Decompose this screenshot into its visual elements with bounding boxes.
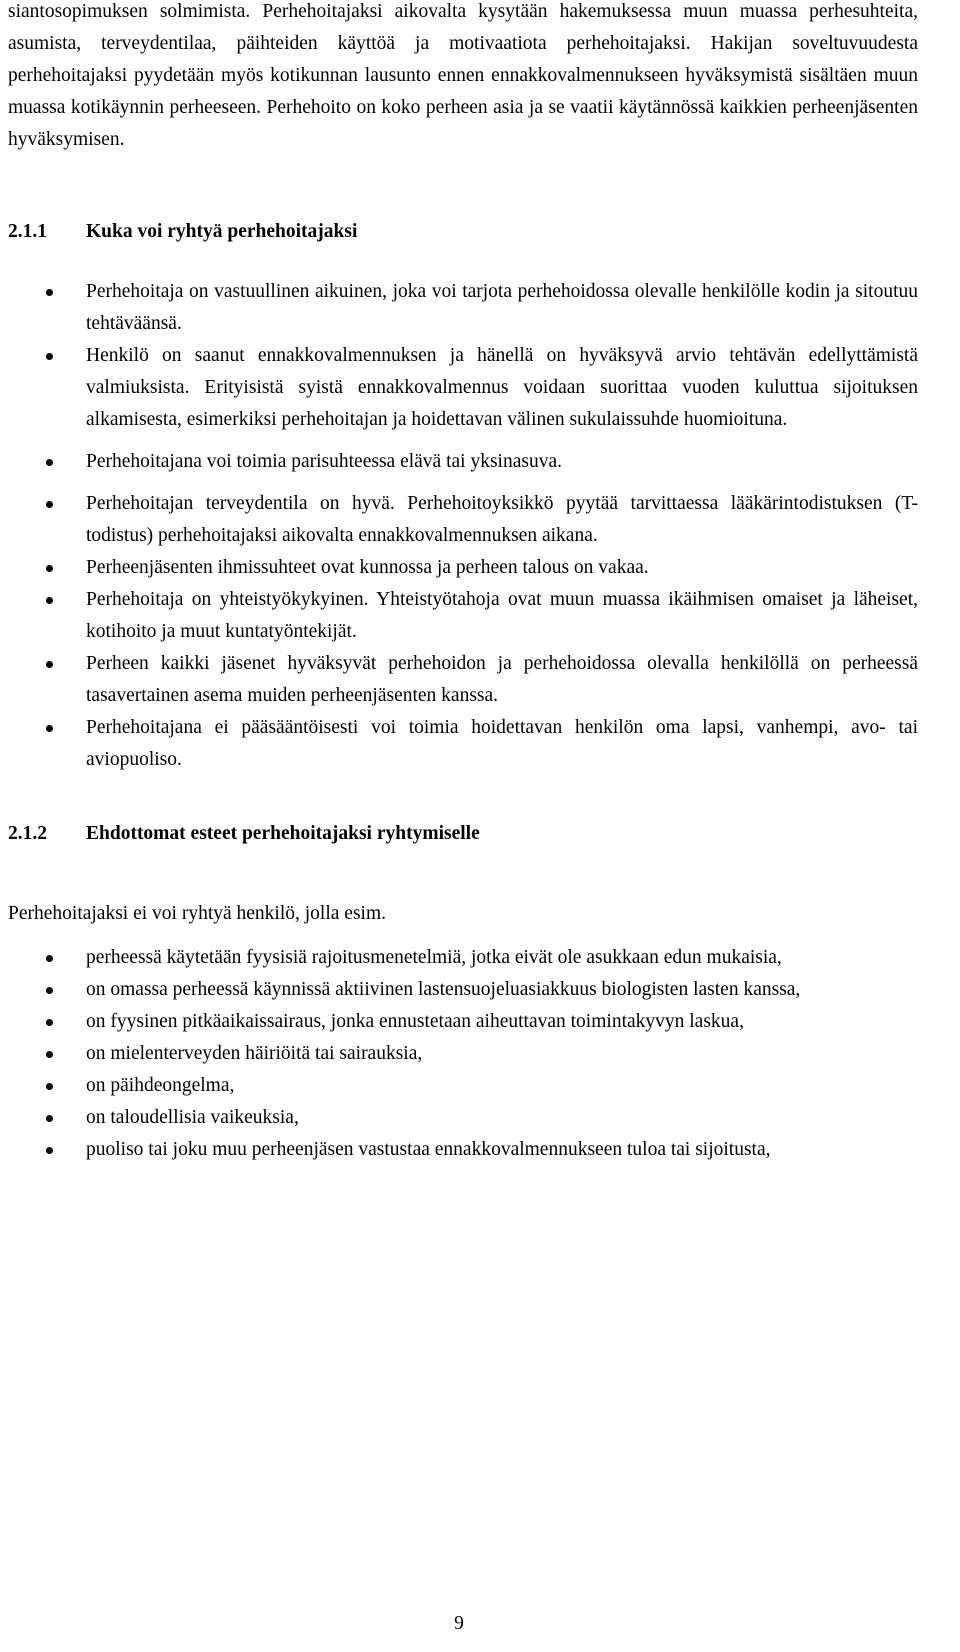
bullet-icon	[46, 565, 53, 572]
bullet-icon	[46, 1051, 53, 1058]
section-lead: Perhehoitajaksi ei voi ryhtyä henkilö, jolla esim.	[8, 903, 387, 924]
section-heading-2-1-1	[8, 216, 918, 248]
list-item: Perhehoitajana ei pääsääntöisesti voi toimia hoidettavan henkilön oma lapsi, vanhempi, avo- tai aviopuoliso.	[8, 712, 918, 776]
section-title: Ehdottomat esteet perhehoitajaksi ryhtymiselle	[86, 823, 480, 844]
list-item: on mielenterveyden häiriöitä tai sairauksia,	[8, 1038, 918, 1070]
list-item: Perheen kaikki jäsenet hyväksyvät perhehoidon ja perhehoidossa olevalla henkilöllä on perheessä tasavertainen asema muiden perheenjäsenten kanssa.	[8, 648, 918, 712]
bullet-icon	[46, 661, 53, 668]
section-title: Kuka voi ryhtyä perhehoitajaksi	[86, 221, 358, 242]
obstacles-list	[8, 942, 918, 1166]
section-heading-2-1-2	[8, 818, 918, 850]
list-item: on taloudellisia vaikeuksia,	[8, 1102, 918, 1134]
bullet-icon	[46, 987, 53, 994]
bullet-icon	[46, 1019, 53, 1026]
list-item: Perhehoitajana voi toimia parisuhteessa elävä tai yksinasuva.	[8, 446, 918, 478]
list-item: on fyysinen pitkäaikaissairaus, jonka ennustetaan aiheuttavan toimintakyvyn laskua,	[8, 1006, 918, 1038]
list-item: perheessä käytetään fyysisiä rajoitusmenetelmiä, jotka eivät ole asukkaan edun mukaisia,	[8, 942, 918, 974]
document-page	[8, 0, 918, 1166]
eligibility-list	[8, 276, 918, 776]
bullet-icon	[46, 459, 53, 466]
section-number: 2.1.1	[8, 221, 47, 242]
section-number: 2.1.2	[8, 823, 47, 844]
intro-paragraph: siantosopimuksen solmimista. Perhehoitajaksi aikovalta kysytään hakemuksessa muun muassa perhesuhteita, asumista, terveydentilaa, päihteiden käyttöä ja motivaatiota perhehoitajaksi. Hakijan soveltuvuudesta perhehoitajaksi pyydetään myös kotikunnan lausunto ennen ennakkovalmennukseen hyväksymistä sisältäen muun muassa kotikäynnin perheeseen. Perhehoito on koko perheen asia ja se vaatii käytännössä kaikkien perheenjäsenten hyväksymisen.	[8, 1, 918, 150]
bullet-icon	[46, 597, 53, 604]
list-item: Perhehoitaja on yhteistyökykyinen. Yhteistyötahoja ovat muun muassa ikäihmisen omaiset ja läheiset, kotihoito ja muut kuntatyöntekijät.	[8, 584, 918, 648]
list-item: Perhehoitaja on vastuullinen aikuinen, joka voi tarjota perhehoidossa olevalle henkilölle kodin ja sitoutuu tehtäväänsä.	[8, 276, 918, 340]
bullet-icon	[46, 289, 53, 296]
bullet-icon	[46, 501, 53, 508]
page-number: 9	[454, 1613, 464, 1634]
bullet-icon	[46, 1147, 53, 1154]
bullet-icon	[46, 955, 53, 962]
list-item: Perheenjäsenten ihmissuhteet ovat kunnossa ja perheen talous on vakaa.	[8, 552, 918, 584]
bullet-icon	[46, 1115, 53, 1122]
list-item: on omassa perheessä käynnissä aktiivinen lastensuojeluasiakkuus biologisten lasten kanssa,	[8, 974, 918, 1006]
list-item: Henkilö on saanut ennakkovalmennuksen ja hänellä on hyväksyvä arvio tehtävän edellyttämistä valmiuksista. Erityisistä syistä ennakkovalmennus voidaan suorittaa vuoden kuluttua sijoituksen alkamisesta, esimerkiksi perhehoitajan ja hoidettavan välinen sukulaissuhde huomioituna.	[8, 340, 918, 436]
bullet-icon	[46, 353, 53, 360]
bullet-icon	[46, 1083, 53, 1090]
list-item: puoliso tai joku muu perheenjäsen vastustaa ennakkovalmennukseen tuloa tai sijoitusta,	[8, 1134, 918, 1166]
bullet-icon	[46, 725, 53, 732]
list-item: on päihdeongelma,	[8, 1070, 918, 1102]
list-item: Perhehoitajan terveydentila on hyvä. Perhehoitoyksikkö pyytää tarvittaessa lääkärintodistuksen (T-todistus) perhehoitajaksi aikovalta ennakkovalmennuksen aikana.	[8, 488, 918, 552]
